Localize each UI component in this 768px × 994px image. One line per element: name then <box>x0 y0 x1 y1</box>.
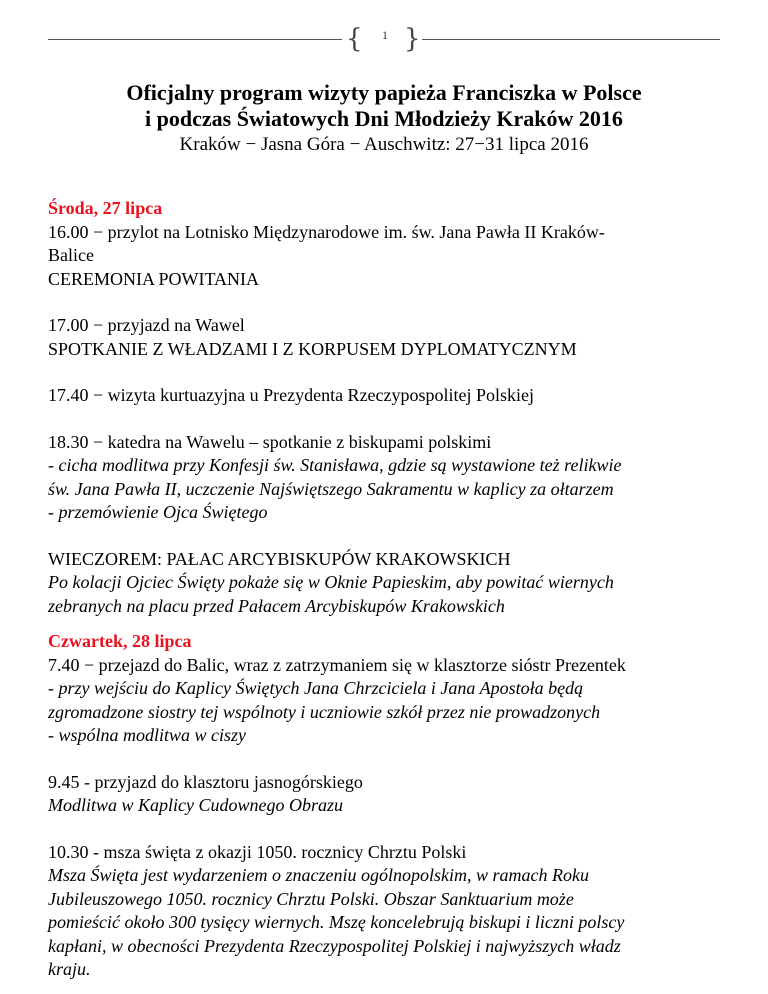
day-heading: Czwartek, 28 lipca <box>48 631 192 651</box>
header-brace-right: } <box>404 24 421 54</box>
header-rule-right <box>422 39 720 40</box>
program-note: św. Jana Pawła II, uczczenie Najświętszego Sakramentu w kaplicy za ołtarzem <box>48 478 614 499</box>
title-line-2: i podczas Światowych Dni Młodzieży Kraków 2016 <box>145 106 623 131</box>
program-content <box>48 197 720 982</box>
program-line: 18.30 − katedra na Wawelu – spotkanie z biskupami polskimi <box>48 431 492 452</box>
program-line: 10.30 - msza święta z okazji 1050. rocznicy Chrztu Polski <box>48 841 467 862</box>
program-note: Po kolacji Ojciec Święty pokaże się w Oknie Papieskim, aby powitać wiernych <box>48 572 614 592</box>
day-heading: Środa, 27 lipca <box>48 198 163 218</box>
program-line: CEREMONIA POWITANIA <box>48 268 260 289</box>
program-note: pomieścić około 300 tysięcy wiernych. Mszę koncelebrują biskupi i liczni polscy <box>48 912 625 932</box>
title-line-1: Oficjalny program wizyty papieża Franciszka w Polsce <box>126 80 642 105</box>
program-note: Modlitwa w Kaplicy Cudownego Obrazu <box>48 795 344 815</box>
title-block <box>0 80 768 157</box>
spacer <box>48 361 720 384</box>
header-rule-left <box>48 39 342 40</box>
spacer <box>48 291 720 314</box>
program-note: zebranych na placu przed Pałacem Arcybiskupów Krakowskich <box>48 595 505 616</box>
program-line: SPOTKANIE Z WŁADZAMI I Z KORPUSEM DYPLOMATYCZNYM <box>48 338 577 359</box>
page-number: 1 <box>382 28 388 42</box>
program-line: Balice <box>48 245 94 265</box>
program-line: WIECZOREM: PAŁAC ARCYBISKUPÓW KRAKOWSKICH <box>48 548 511 569</box>
program-line: 7.40 − przejazd do Balic, wraz z zatrzymaniem się w klasztorze sióstr Prezentek <box>48 654 626 675</box>
program-note: - cicha modlitwa przy Konfesji św. Stanisława, gdzie są wystawione też relikwie <box>48 455 622 475</box>
spacer <box>48 618 720 630</box>
spacer <box>48 818 720 841</box>
program-note: - przy wejściu do Kaplicy Świętych Jana Chrzciciela i Jana Apostoła będą <box>48 678 584 698</box>
program-line: 17.00 − przyjazd na Wawel <box>48 315 245 335</box>
program-note: kapłani, w obecności Prezydenta Rzeczypospolitej Polskiej i najwyższych władz <box>48 935 621 956</box>
program-note: kraju. <box>48 959 91 979</box>
program-note: - przemówienie Ojca Świętego <box>48 502 268 522</box>
program-line: 16.00 − przylot na Lotnisko Międzynarodowe im. św. Jana Pawła II Kraków- <box>48 221 605 242</box>
page-header <box>48 24 720 54</box>
program-note: Msza Święta jest wydarzeniem o znaczeniu ogólnopolskim, w ramach Roku <box>48 865 589 885</box>
program-note: Jubileuszowego 1050. rocznicy Chrztu Polski. Obszar Sanktuarium może <box>48 888 574 909</box>
subtitle: Kraków − Jasna Góra − Auschwitz: 27−31 lipca 2016 <box>179 134 589 155</box>
spacer <box>48 408 720 431</box>
program-note: - wspólna modlitwa w ciszy <box>48 725 247 745</box>
program-line: 17.40 − wizyta kurtuazyjna u Prezydenta Rzeczypospolitej Polskiej <box>48 385 535 405</box>
program-line: 9.45 - przyjazd do klasztoru jasnogórskiego <box>48 771 363 792</box>
spacer <box>48 748 720 771</box>
header-brace-left: { <box>346 24 363 54</box>
spacer <box>48 525 720 548</box>
program-note: zgromadzone siostry tej wspólnoty i uczniowie szkół przez nie prowadzonych <box>48 701 601 722</box>
